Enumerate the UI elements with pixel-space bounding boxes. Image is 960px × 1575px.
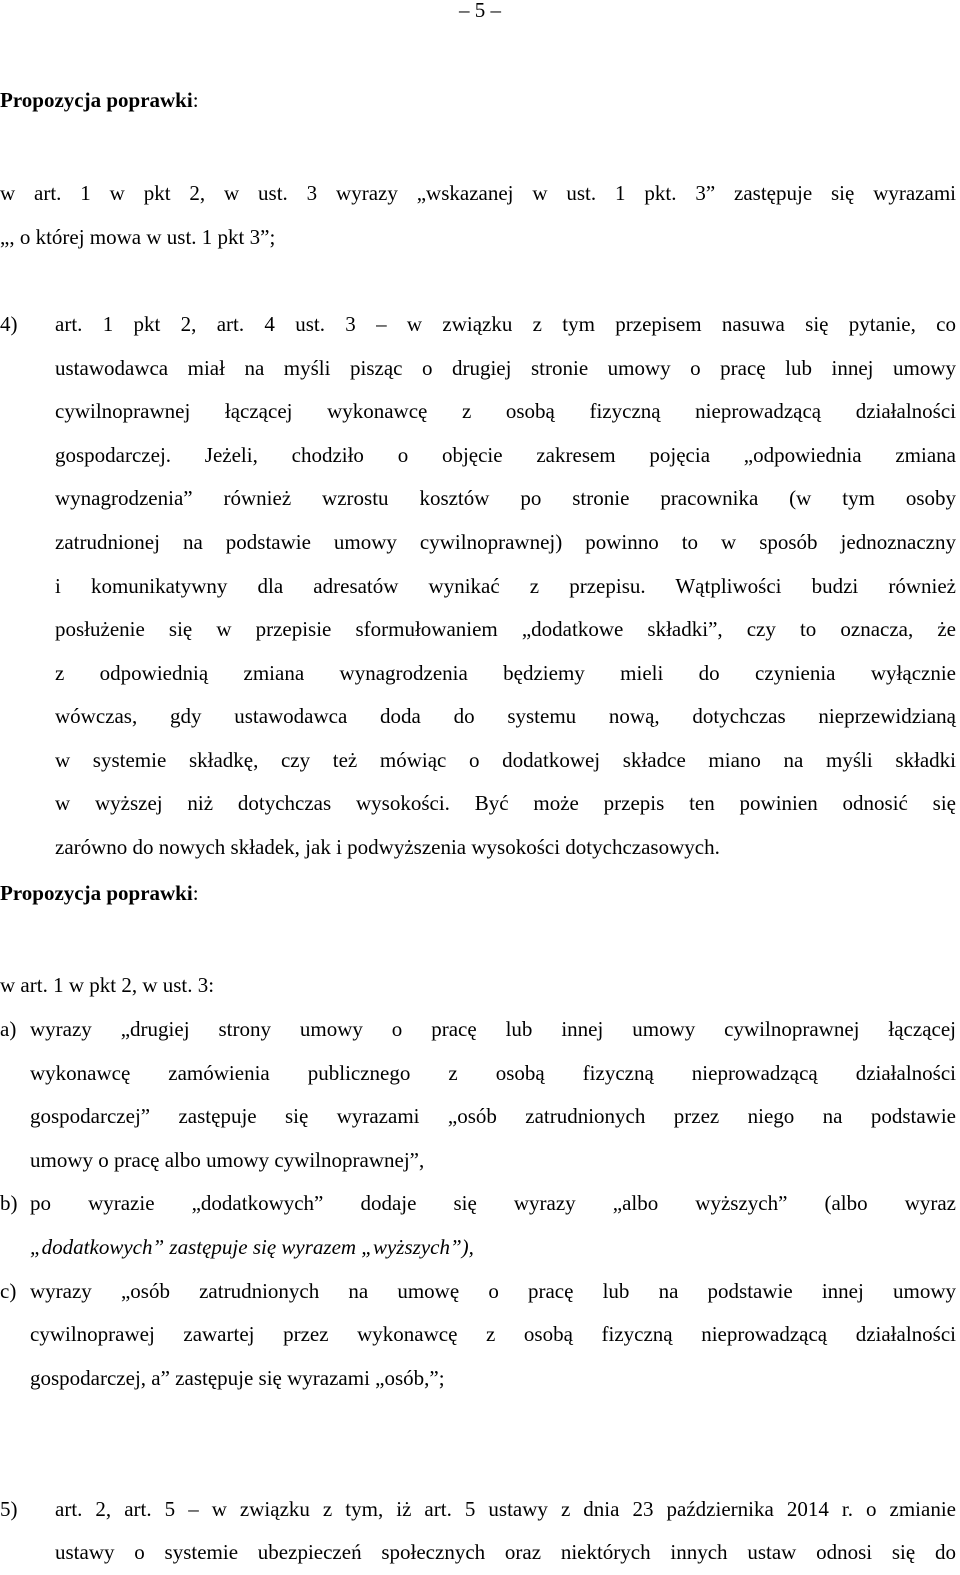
point-line: ustawy o systemie ubezpieczeń społecznych oraz niektórych innych ustaw odnosi się do	[55, 1540, 956, 1564]
point-line: zarówno do nowych składek, jak i podwyższenia wysokości dotychczasowych.	[55, 835, 720, 859]
point-line: zatrudnionej na podstawie umowy cywilnoprawnej) powinno to w sposób jednoznaczny	[55, 530, 956, 554]
point-line: i komunikatywny dla adresatów wynikać z przepisu. Wątpliwości budzi również	[55, 574, 956, 598]
point-line: art. 2, art. 5 – w związku z tym, iż art. 5 ustawy z dnia 23 października 2014 r. o zmianie	[55, 1497, 956, 1521]
point-line: cywilnoprawnej łączącej wykonawcę z osobą fizyczną nieprowadzącą działalności	[55, 399, 956, 423]
heading-label: Propozycja poprawki	[0, 88, 193, 112]
point-line: gospodarczej. Jeżeli, chodziło o objęcie zakresem pojęcia „odpowiednia zmiana	[55, 443, 956, 467]
heading-colon: :	[192, 881, 199, 905]
item-line: cywilnoprawej zawartej przez wykonawcę z osobą fizyczną nieprowadzącą działalności	[30, 1322, 956, 1346]
item-line: umowy o pracę albo umowy cywilnoprawnej”,	[30, 1148, 425, 1172]
item-line-italic: „dodatkowych” zastępuje się wyrazem „wyższych”),	[30, 1235, 474, 1259]
point-line: w wyższej niż dotychczas wysokości. Być może przepis ten powinien odnosić się	[55, 791, 956, 815]
item-label-c: c)	[0, 1279, 17, 1303]
point-label: 5)	[0, 1497, 18, 1521]
item-line: wyrazy „osób zatrudnionych na umowę o pracę lub na podstawie innej umowy	[30, 1279, 956, 1303]
item-label-a: a)	[0, 1017, 17, 1041]
point-line: z odpowiednią zmiana wynagrodzenia będziemy mieli do czynienia wyłącznie	[55, 661, 956, 685]
heading-label: Propozycja poprawki	[0, 881, 193, 905]
amendment-line: „, o której mowa w ust. 1 pkt 3”;	[0, 225, 276, 249]
page-number: – 5 –	[459, 0, 501, 22]
point-line: w systemie składkę, czy też mówiąc o dodatkowej składce miano na myśli składki	[55, 748, 956, 772]
item-line: po wyrazie „dodatkowych” dodaje się wyrazy „albo wyższych” (albo wyraz	[30, 1191, 956, 1215]
point-line: posłużenie się w przepisie sformułowaniem „dodatkowe składki”, czy to oznacza, że	[55, 617, 956, 641]
amendment-line: w art. 1 w pkt 2, w ust. 3 wyrazy „wskazanej w ust. 1 pkt. 3” zastępuje się wyrazami	[0, 181, 956, 205]
point-label: 4)	[0, 312, 18, 336]
amendment-intro: w art. 1 w pkt 2, w ust. 3:	[0, 973, 215, 997]
point-line: ustawodawca miał na myśli pisząc o drugiej stronie umowy o pracę lub innej umowy	[55, 356, 956, 380]
point-line: wynagrodzenia” również wzrostu kosztów po stronie pracownika (w tym osoby	[55, 486, 956, 510]
point-line: art. 1 pkt 2, art. 4 ust. 3 – w związku z tym przepisem nasuwa się pytanie, co	[55, 312, 956, 336]
heading-colon: :	[192, 88, 199, 112]
item-line: wyrazy „drugiej strony umowy o pracę lub innej umowy cywilnoprawnej łączącej	[30, 1017, 956, 1041]
item-line: gospodarczej, a” zastępuje się wyrazami „osób,”;	[30, 1366, 445, 1390]
item-line: gospodarczej” zastępuje się wyrazami „osób zatrudnionych przez niego na podstawie	[30, 1104, 956, 1128]
point-line: wówczas, gdy ustawodawca doda do systemu nową, dotychczas nieprzewidzianą	[55, 704, 956, 728]
section-heading	[0, 85, 199, 115]
item-line: wykonawcę zamówienia publicznego z osobą fizyczną nieprowadzącą działalności	[30, 1061, 956, 1085]
section-heading	[0, 878, 199, 908]
item-label-b: b)	[0, 1191, 18, 1215]
